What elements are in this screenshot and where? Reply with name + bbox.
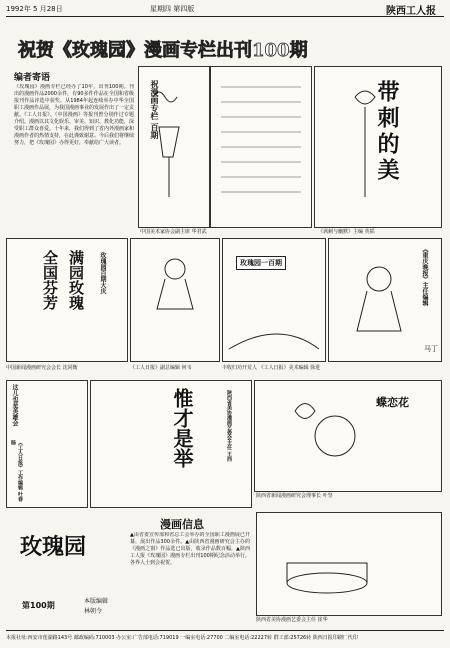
shen-art-sub: 全国芬芳 <box>41 250 59 310</box>
hua-script: 祝漫画专栏 百期 <box>150 80 160 139</box>
ye-side: 这儿也是英雄会 <box>11 384 18 426</box>
cartoon-he-wei <box>130 238 220 362</box>
wang-art: 惟才是举 <box>170 388 194 468</box>
ma-side: 《重庆晚报》主任编辑 <box>421 246 428 306</box>
xu-banner: 玫瑰园一百期 <box>236 256 286 270</box>
cartoon-drawing <box>211 67 311 227</box>
issue-date: 1992年 5 月28日 <box>6 5 63 13</box>
issue-number: 第100期 <box>22 601 55 610</box>
caption-he: 《工人日报》副总编辑 何韦 <box>130 365 192 371</box>
ying-art-text: 带刺的美 <box>374 80 400 184</box>
weekday-page: 星期四 第四版 <box>150 5 195 13</box>
news-body: ▲由省委宣传部和省总工会举办的全国职工漫画展已开幕，展出作品300余件。▲由陕西省漫画研究会主办的《漫画之窗》作品选已出版，收录作品数百幅。▲陕西工人报《玫瑰园》漫画专栏出刊100期纪念活动举行，各界人士到会祝贺。 <box>130 532 250 566</box>
shen-art-title: 满园玫瑰 <box>67 250 85 310</box>
caption-ye-jian: 陕西省新闻漫画研究会理事长 叶坚 <box>256 493 333 499</box>
cartoon-hua-junwu <box>138 66 210 228</box>
caption-ying: 《讽刺与幽默》主编 英韬 <box>318 229 375 235</box>
shen-side: 玫瑰园百期大庆 <box>99 252 106 294</box>
editor-name: 林朝令 <box>84 608 103 615</box>
editor-label: 本版编辑 <box>84 598 109 605</box>
caption-shen: 中国新闻漫画研究会会长 沈同衡 <box>6 365 78 371</box>
cartoon-ye-jian <box>254 380 442 492</box>
cake-drawing <box>257 513 441 615</box>
editor-note-body: 《玫瑰园》漫画专栏已经办了10年，出刊100期。刊出的漫画作品2000余件，有90多件作品在全国和省级报刊作品评选中获奖。从1984年起连续举办中华全国职工漫画作品展，为我国漫画事业的发展作出了一定贡献。《工人日报》、《中国漫画》等报刊曾分别作过专题介绍。漫画以其文化娱乐、审美、知识、教化功能，深受职工群众喜爱。十年来，我们得到了省内外漫画家和漫画作者的热情支持，在此谨致谢意。今后我们将继续努力，把《玫瑰园》办得更好，奉献给广大读者。 <box>14 84 134 146</box>
news-title: 漫画信息 <box>160 518 204 531</box>
footer-info: 本报社址:西安市莲湖路143号 邮政编码:710003 办公室:广告部电话:719019 一编室电话:27700 二编室电话:22227转 群工部:25726转 陕西日报印刷厂代印 <box>6 630 444 641</box>
editor-note-title: 编者寄语 <box>14 73 51 83</box>
figure-drawing <box>131 239 219 361</box>
cartoon-dense-text <box>210 66 312 228</box>
header-rule <box>6 16 444 17</box>
caption-ye: 《工人日报》工作编辑 叶春旸 <box>10 440 23 502</box>
cartoon-cui-hua <box>256 512 442 616</box>
caption-xu: 丰收归功开荒人 《工人日报》美术编辑 徐进 <box>222 365 321 371</box>
ma-name: 马丁 <box>424 345 438 353</box>
caption-hua: 中国美术家协会副主席 华君武 <box>140 229 207 235</box>
logo-title: 玫瑰园 <box>20 534 87 560</box>
newspaper-name: 陕西工人报 <box>386 6 436 17</box>
butterfly-drawing <box>255 381 441 491</box>
caption-wang: 陕西省美协漫画艺委会主任 王西 <box>226 390 232 462</box>
caption-cui: 陕西省美协漫画艺委会主任 崔华 <box>256 617 328 623</box>
ye-jian-art: 蝶恋花 <box>376 396 409 409</box>
banner-title: 祝贺《玫瑰园》漫画专栏出刊100期 <box>18 40 308 61</box>
